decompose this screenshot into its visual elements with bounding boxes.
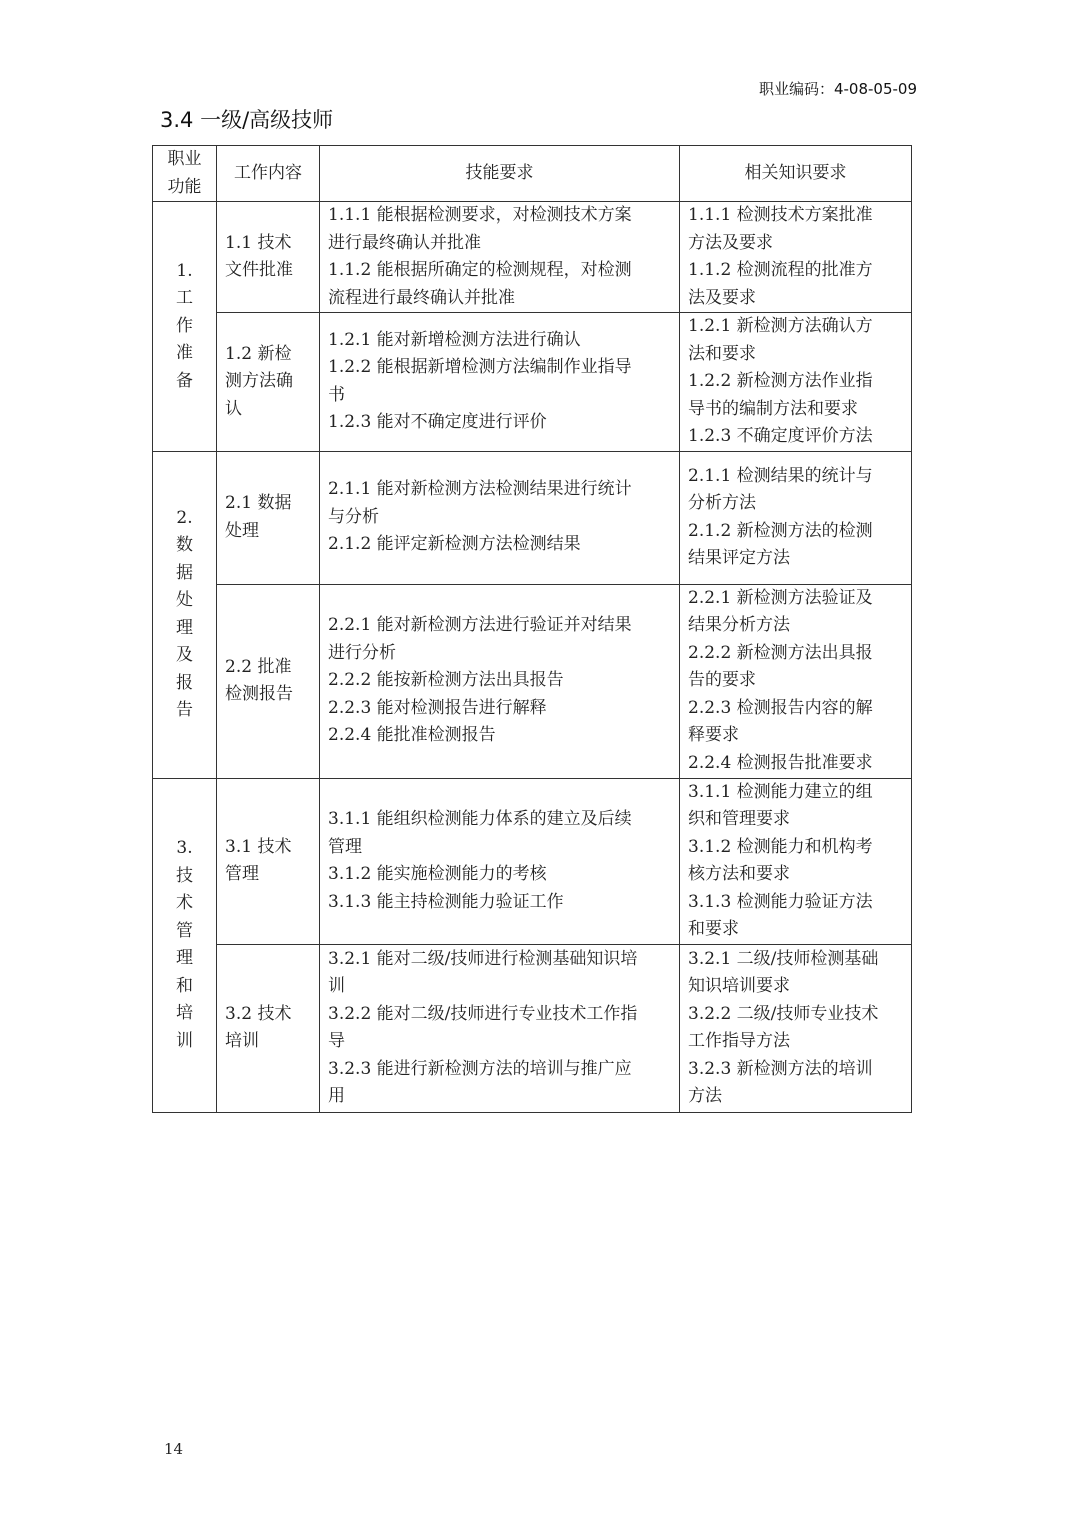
function-char: 理 (176, 617, 193, 638)
text-line: 3.1.1 能组织检测能力体系的建立及后续 (328, 809, 632, 829)
text-line: 导书的编制方法和要求 (688, 398, 858, 419)
text-line: 1.1 技术 (225, 232, 292, 253)
text-line: 3.1.2 检测能力和机构考 (688, 836, 873, 857)
header-work-content: 工作内容 (217, 146, 320, 202)
text-line: 1.1.1 检测技术方案批准 (688, 205, 873, 225)
text-line: 法和要求 (688, 343, 756, 364)
text-line: 3.1 技术 (225, 836, 292, 857)
function-cell (153, 202, 217, 452)
function-number: 2. (176, 507, 193, 528)
knowledge-requirement-cell (680, 584, 912, 778)
function-char: 备 (176, 370, 193, 391)
page-number: 14 (164, 1440, 184, 1458)
text-line: 测方法确 (225, 371, 293, 391)
text-line: 核方法和要求 (688, 864, 790, 884)
header-function-line: 功能 (167, 176, 202, 197)
text-line: 3.1.3 检测能力验证方法 (688, 891, 873, 912)
function-char: 工 (176, 288, 193, 308)
function-char: 技 (176, 865, 193, 886)
text-line: 进行最终确认并批准 (328, 232, 481, 253)
text-line: 进行分析 (328, 642, 396, 663)
knowledge-requirement-cell (680, 451, 912, 584)
text-line: 2.2.3 能对检测报告进行解释 (328, 697, 547, 718)
text-line: 书 (328, 384, 345, 405)
occupation-code: 职业编码：4-08-05-09 (758, 80, 917, 98)
text-line: 1.1.1 能根据检测要求，对检测技术方案 (328, 205, 632, 225)
table-header-row (153, 146, 912, 202)
text-line: 1.2.1 新检测方法确认方 (688, 316, 873, 336)
text-line: 3.2.3 新检测方法的培训 (688, 1058, 873, 1079)
skill-requirement-cell (320, 313, 680, 452)
table-row (153, 778, 912, 944)
function-char: 及 (176, 645, 193, 665)
text-line: 3.1.2 能实施检测能力的考核 (328, 864, 547, 884)
work-content-cell (217, 451, 320, 584)
text-line: 织和管理要求 (688, 809, 790, 829)
text-line: 认 (225, 398, 242, 419)
text-line: 1.2 新检 (225, 343, 292, 364)
text-line: 训 (328, 976, 345, 996)
text-line: 2.2.2 新检测方法出具报 (688, 642, 873, 663)
knowledge-requirement-cell (680, 944, 912, 1112)
work-content-cell (217, 313, 320, 452)
text-line: 3.1.3 能主持检测能力验证工作 (328, 891, 564, 912)
text-line: 1.1.2 检测流程的批准方 (688, 260, 873, 280)
text-line: 用 (328, 1086, 345, 1106)
function-char: 处 (176, 590, 193, 610)
text-line: 2.1.1 检测结果的统计与 (688, 465, 873, 486)
table-row (153, 313, 912, 452)
text-line: 3.1.1 检测能力建立的组 (688, 781, 873, 802)
text-line: 结果分析方法 (688, 615, 790, 636)
text-line: 检测报告 (225, 684, 293, 704)
text-line: 和要求 (688, 919, 739, 939)
text-line: 1.2.2 能根据新增检测方法编制作业指导 (328, 357, 632, 378)
table-row (153, 584, 912, 778)
function-char: 理 (176, 948, 193, 968)
function-char: 管 (176, 920, 193, 941)
function-char: 准 (176, 343, 193, 363)
header-knowledge-requirements: 相关知识要求 (680, 146, 912, 202)
text-line: 2.1 数据 (225, 493, 292, 513)
text-line: 方法及要求 (688, 232, 773, 253)
knowledge-requirement-cell (680, 778, 912, 944)
text-line: 1.2.2 新检测方法作业指 (688, 371, 873, 391)
text-line: 2.1.1 能对新检测方法检测结果进行统计 (328, 479, 632, 500)
text-line: 管理 (328, 836, 362, 857)
function-char: 和 (176, 975, 193, 996)
text-line: 工作指导方法 (688, 1031, 790, 1051)
header-function (153, 146, 217, 202)
skill-requirement-cell (320, 778, 680, 944)
text-line: 释要求 (688, 725, 739, 746)
function-char: 据 (176, 562, 193, 583)
table-row (153, 451, 912, 584)
function-number: 1. (176, 260, 193, 281)
text-line: 知识培训要求 (688, 976, 790, 996)
text-line: 法及要求 (688, 287, 756, 308)
function-char: 术 (176, 893, 193, 913)
text-line: 3.2.3 能进行新检测方法的培训与推广应 (328, 1058, 632, 1079)
text-line: 流程进行最终确认并批准 (328, 287, 515, 308)
text-line: 1.2.3 不确定度评价方法 (688, 426, 873, 446)
table-row (153, 202, 912, 313)
header-skill-requirements: 技能要求 (320, 146, 680, 202)
text-line: 2.2.3 检测报告内容的解 (688, 697, 873, 718)
text-line: 3.2.2 能对二级/技师进行专业技术工作指 (328, 1003, 638, 1024)
skill-requirement-cell (320, 944, 680, 1112)
text-line: 2.2.4 能批准检测报告 (328, 725, 496, 746)
skill-requirement-cell (320, 584, 680, 778)
text-line: 2.2.1 新检测方法验证及 (688, 587, 873, 608)
skill-standard-table (152, 145, 912, 1113)
text-line: 结果评定方法 (688, 548, 790, 568)
section-title: 3.4 一级/高级技师 (160, 108, 334, 132)
text-line: 导 (328, 1031, 345, 1051)
text-line: 培训 (225, 1031, 259, 1051)
function-char: 作 (176, 315, 193, 336)
header-function-line: 职业 (167, 149, 202, 169)
text-line: 3.2.1 能对二级/技师进行检测基础知识培 (328, 948, 638, 969)
knowledge-requirement-cell (680, 313, 912, 452)
work-content-cell (217, 202, 320, 313)
text-line: 与分析 (328, 506, 379, 527)
text-line: 1.2.1 能对新增检测方法进行确认 (328, 329, 581, 350)
function-char: 告 (176, 700, 193, 720)
skill-requirement-cell (320, 202, 680, 313)
function-char: 数 (176, 535, 193, 555)
text-line: 3.2 技术 (225, 1003, 292, 1024)
work-content-cell (217, 778, 320, 944)
function-char: 培 (176, 1003, 193, 1023)
text-line: 方法 (688, 1086, 722, 1106)
work-content-cell (217, 944, 320, 1112)
text-line: 2.2 批准 (225, 656, 292, 677)
text-line: 处理 (225, 520, 259, 541)
function-number: 3. (176, 838, 193, 858)
skill-requirement-cell (320, 451, 680, 584)
table-row (153, 944, 912, 1112)
text-line: 2.1.2 新检测方法的检测 (688, 520, 873, 541)
text-line: 3.2.1 二级/技师检测基础 (688, 948, 879, 969)
text-line: 管理 (225, 864, 259, 884)
knowledge-requirement-cell (680, 202, 912, 313)
text-line: 3.2.2 二级/技师专业技术 (688, 1003, 879, 1024)
function-char: 报 (176, 672, 193, 693)
text-line: 1.1.2 能根据所确定的检测规程，对检测 (328, 260, 632, 280)
function-cell (153, 451, 217, 778)
text-line: 2.2.4 检测报告批准要求 (688, 752, 873, 773)
work-content-cell (217, 584, 320, 778)
function-char: 训 (176, 1030, 193, 1051)
text-line: 1.2.3 能对不确定度进行评价 (328, 412, 547, 433)
text-line: 分析方法 (688, 493, 756, 513)
text-line: 2.2.1 能对新检测方法进行验证并对结果 (328, 615, 632, 636)
text-line: 文件批准 (225, 260, 293, 280)
text-line: 2.2.2 能按新检测方法出具报告 (328, 670, 564, 691)
text-line: 2.1.2 能评定新检测方法检测结果 (328, 534, 581, 555)
function-cell (153, 778, 217, 1112)
text-line: 告的要求 (688, 670, 756, 691)
